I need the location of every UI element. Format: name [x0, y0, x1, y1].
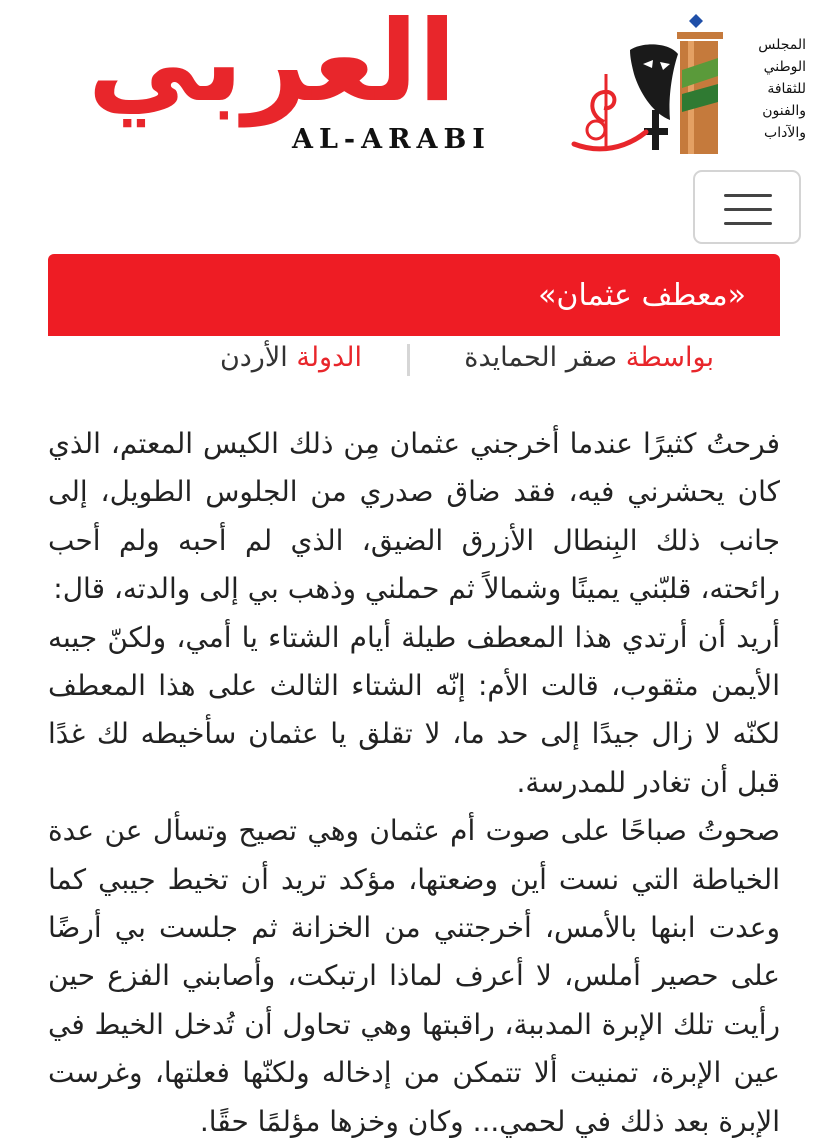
article-meta [48, 338, 780, 384]
site-logo[interactable]: العربي [87, 0, 457, 127]
article-title: «معطف عثمان» [48, 254, 780, 336]
council-emblem-icon [570, 10, 726, 160]
council-line: الوطني [763, 59, 806, 75]
author-line [464, 342, 714, 373]
country-label: الدولة [296, 342, 362, 373]
council-line: والفنون [762, 103, 806, 119]
article-paragraph: أريد أن أرتدي هذا المعطف طيلة أيام الشتاء يا أمي، ولكنّ جيبه الأيمن مثقوب، قالت الأم: إنّه الشتاء الثالث على هذا المعطف لكنّه لا زال جيدًا إلى حد ما، لا تقلق يا عثمان سأخيطه لك غدًا قبل أن تغادر للمدرسة. [48, 620, 780, 799]
council-line: المجلس [758, 37, 806, 53]
author-label: بواسطة [625, 342, 714, 373]
site-logo-latin: AL-ARABI [292, 124, 491, 155]
author-name[interactable]: صقر الحمايدة [464, 342, 618, 373]
menu-toggle-button[interactable] [693, 170, 801, 244]
meta-divider [407, 344, 410, 376]
article-paragraph: فرحتُ كثيرًا عندما أخرجني عثمان مِن ذلك الكيس المعتم، الذي كان يحشرني فيه، فقد ضاق صدري من الجلوس الطويل، إلى جانب ذلك البِنطال الأزرق الضيق، الذي لم أحبه ولم أحب رائحته، قلبّني يمينًا وشمالاً ثم حملني وذهب بي إلى والدته، قال: [48, 427, 780, 606]
council-line: والآداب [764, 125, 806, 141]
hamburger-menu-icon [724, 194, 772, 197]
article-body [48, 420, 780, 1146]
hamburger-menu-icon [724, 222, 772, 225]
hamburger-menu-icon [724, 208, 772, 211]
country-name[interactable]: الأردن [219, 342, 288, 373]
site-header [0, 0, 828, 170]
council-line: للثقافة [767, 81, 806, 97]
article-paragraph: صحوتُ صباحًا على صوت أم عثمان وهي تصيح وتسأل عن عدة الخياطة التي نست أين وضعتها، مؤكد تريد أن تخيط جيبي كما وعدت ابنها بالأمس، أخرجتني من الخزانة ثم جلست بي أرضًا على حصير أملس، لا أعرف لماذا ارتبكت، وأصابني الفزع حين رأيت تلك الإبرة المدببة، راقبتها وهي تحاول أن تُدخل الخيط في عين الإبرة، تمنيت ألا تتمكن من إدخاله ولكنّها فعلتها، وغرست الإبرة بعد ذلك في لحمي... وكان وخزها مؤلمًا حقًا. [48, 814, 780, 1138]
country-line [220, 342, 362, 373]
council-name [736, 34, 806, 144]
